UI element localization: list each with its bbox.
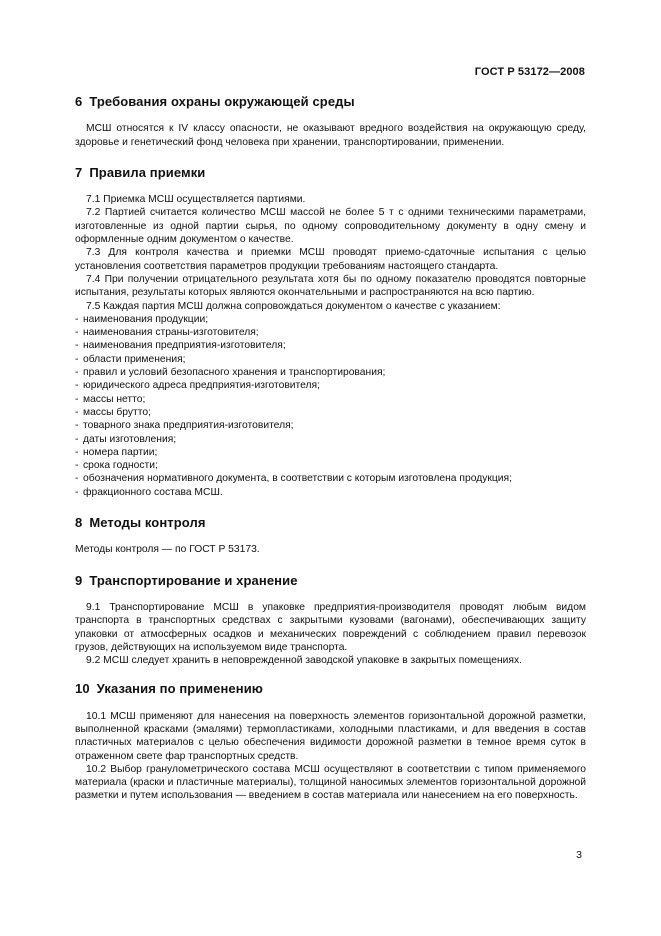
paragraph: 9.2 МСШ следует хранить в неповрежденной заводской упаковке в закрытых помещениях. — [86, 655, 522, 667]
list-item: - наименования продукции; — [75, 313, 209, 325]
standard-header: ГОСТ Р 53172—2008 — [474, 66, 585, 78]
list-item: - области применения; — [75, 353, 186, 365]
paragraph: МСШ относятся к IV классу опасности, не оказывают вредного воздействия на окружающую среду, здоровье и генетический фонд человека при хранении, транспортировании, применении. — [75, 123, 586, 148]
paragraph: 7.1 Приемка МСШ осуществляется партиями. — [86, 194, 306, 206]
section-9-heading — [75, 574, 586, 587]
paragraph: Методы контроля — по ГОСТ Р 53173. — [75, 544, 260, 556]
list-item: - даты изготовления; — [75, 433, 177, 445]
section-10-heading — [75, 682, 586, 695]
section-6-heading — [75, 95, 586, 108]
section-7-heading — [75, 166, 586, 179]
list-item: - наименования предприятия-изготовителя; — [75, 340, 286, 352]
paragraph: 7.2 Партией считается количество МСШ массой не более 5 т с одними техническими параметрами, изготовленные из одной партии сырья, по одному сопроводительному документу в одну смену и оформленные одним документом о качестве. — [75, 207, 586, 246]
section-title: Правила приемки — [89, 164, 206, 180]
list-item: - правил и условий безопасного хранения и транспортирования; — [75, 367, 386, 379]
paragraph: 7.5 Каждая партия МСШ должна сопровождаться документом о качестве с указанием: — [86, 300, 501, 312]
paragraph: 10.1 МСШ применяют для нанесения на поверхность элементов горизонтальной дорожной разметки, выполненной красками (эмалями) термопластиками, холодными пластиками, и для введения в состав пластичных материалов с целью обеспечения видимости дорожной разметки в темное время суток в отраженном свете фар транспортных средств. — [75, 710, 586, 762]
paragraph: 10.2 Выбор гранулометрического состава МСШ осуществляют в соответствии с типом применяемого материала (краски и пластичные материалы), толщиной наносимых элементов горизонтальной дорожной разметки и путем использования — введением в состав материала или нанесением на его поверхность. — [75, 763, 586, 802]
list-item: - номера партии; — [75, 446, 158, 458]
paragraph: 7.3 Для контроля качества и приемки МСШ проводят приемо-сдаточные испытания с целью установления соответствия параметров продукции требованиям настоящего стандарта. — [75, 247, 586, 272]
section-number: 7 — [75, 164, 83, 180]
section-title: Транспортирование и хранение — [89, 572, 298, 588]
list-item: - массы нетто; — [75, 393, 146, 405]
list-item: - обозначения нормативного документа, в соответствии с которым изготовлена продукция; — [75, 473, 512, 485]
list-item: - фракционного состава МСШ. — [75, 486, 223, 498]
paragraph: 7.4 При получении отрицательного результата хотя бы по одному показателю проводятся повторные испытания, результаты которых являются окончательными и распространяются на всю партию. — [75, 273, 586, 299]
page-number: 3 — [576, 849, 582, 861]
list-item: - товарного знака предприятия-изготовителя; — [75, 420, 294, 432]
document-requirements-list — [75, 313, 586, 499]
list-item: - наименования страны-изготовителя; — [75, 327, 259, 339]
list-item: - юридического адреса предприятия-изготовителя; — [75, 380, 320, 392]
section-number: 10 — [75, 681, 90, 697]
list-item: - срока годности; — [75, 460, 158, 472]
section-title: Требования охраны окружающей среды — [89, 94, 355, 109]
section-title: Указания по применению — [96, 681, 263, 697]
section-number: 9 — [75, 572, 83, 588]
paragraph: 9.1 Транспортирование МСШ в упаковке предприятия-производителя проводят любым видом транспорта в транспортных средствах с закрытыми кузовами (вагонами), обеспечивающих защиту упаковки от атмосферных осадков и механических повреждений с соблюдением правил перевозок грузов, действующих на используемом виде транспорта. — [75, 601, 586, 653]
page-content — [75, 95, 586, 803]
section-number: 6 — [75, 94, 83, 109]
section-title: Методы контроля — [89, 515, 206, 531]
section-8-heading — [75, 516, 586, 529]
section-number: 8 — [75, 515, 83, 531]
list-item: - массы брутто; — [75, 406, 151, 418]
